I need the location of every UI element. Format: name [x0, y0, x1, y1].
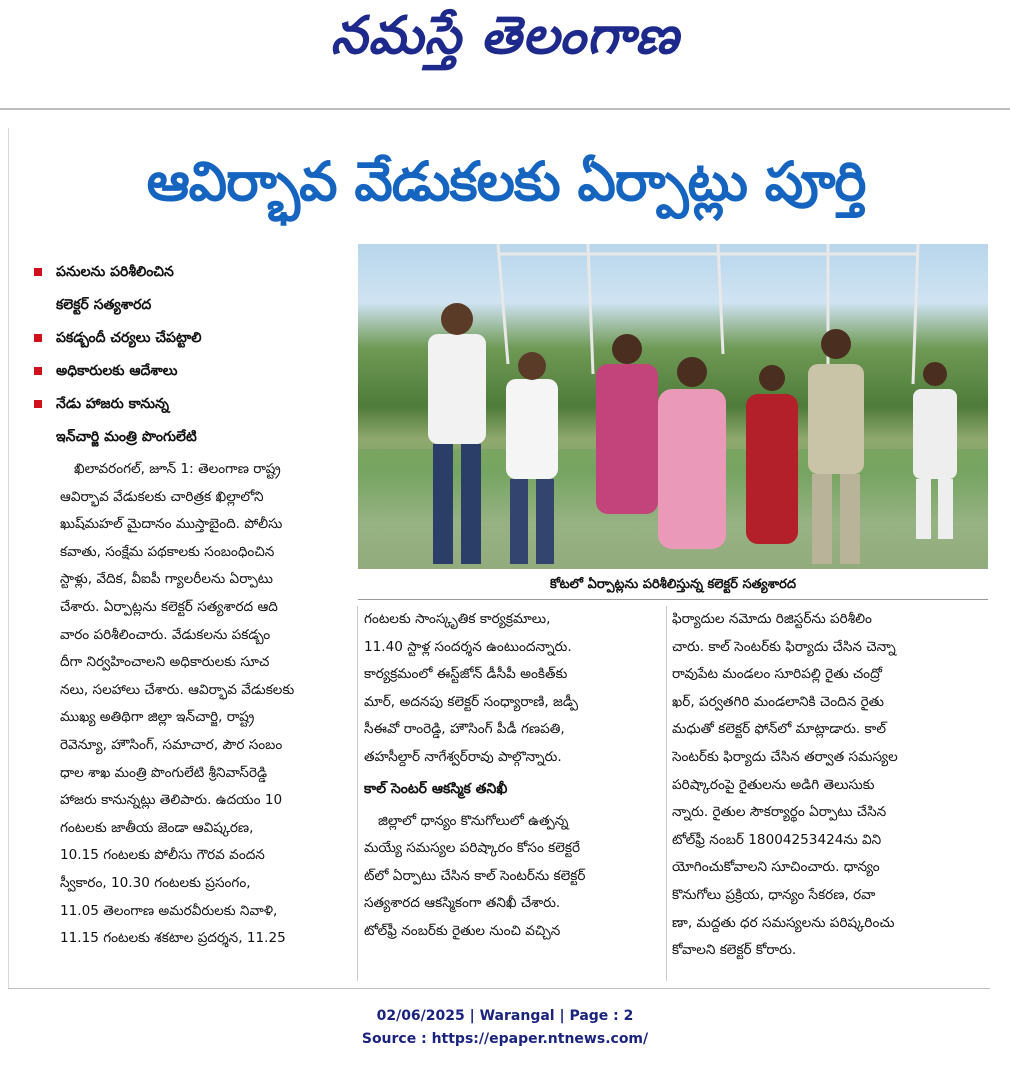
text-line: ఖుష్‌మహల్ మైదానం ముస్తాబైంది. పోలీసు: [60, 516, 283, 533]
column-divider: [357, 606, 358, 981]
text-line: గంటలకు సాంస్కృతిక కార్యక్రమాలు,: [364, 611, 551, 627]
text-line: గంటలకు జాతీయ జెండా ఆవిష్కరణ,: [60, 819, 254, 836]
tent-frame: [498, 244, 918, 384]
column-divider: [666, 606, 667, 981]
text-line: ముఖ్య అతిథిగా జిల్లా ఇన్‌చార్జి, రాష్ట్ర: [60, 709, 255, 726]
text-line: సీఈవో రాంరెడ్డి, హౌసింగ్ పీడీ గణపతి,: [364, 721, 565, 738]
footer-divider: [8, 988, 990, 989]
text-line: చారు. కాల్ సెంటర్‌కు ఫిర్యాదు చేసిన చెన్నా: [672, 638, 896, 655]
page-left-border: [8, 128, 9, 988]
text-line: ఖిలావరంగల్, జూన్ 1: తెలంగాణ రాష్ట్ర: [74, 461, 281, 477]
text-line: వారం పరిశీలించారు. వేడుకలను పకడ్బం: [60, 626, 271, 643]
text-line: ఖర్, పర్వతగిరి మండలానికి చెందిన రైతు: [672, 693, 884, 710]
text-line: స్వీకారం, 10.30 గంటలకు ప్రసంగం,: [60, 874, 251, 891]
text-line: కార్యక్రమంలో ఈస్ట్‌జోన్ డీసీపీ అంకిత్‌కు: [364, 666, 568, 683]
article-photo: [358, 244, 988, 569]
red-square-bullet-icon: [34, 268, 42, 276]
highlight-item: నేడు హాజరు కానున్న: [28, 388, 348, 421]
text-line: మార్, అదనపు కలెక్టర్ సంధ్యారాణి, జడ్పీ: [364, 693, 579, 710]
text-line: మయ్యే సమస్యల పరిష్కారం కోసం కలెక్టరే: [364, 840, 581, 857]
text-line: హాజరు కానున్నట్లు తెలిపారు. ఉదయం 10: [60, 792, 283, 809]
text-line: కవాతు, సంక్షేమ పథకాలకు సంబంధించిన: [60, 543, 275, 560]
highlight-item-continuation: కలెక్టర్ సత్యశారద: [56, 297, 152, 313]
text-line: నలు, సలహాలు చేశారు. ఆవిర్భావ వేడుకలకు: [60, 681, 295, 698]
red-square-bullet-icon: [34, 400, 42, 408]
highlight-item: పకడ్బందీ చర్యలు చేపట్టాలి: [28, 322, 348, 355]
source-link[interactable]: Source : https://epaper.ntnews.com/: [361, 1031, 649, 1047]
text-line: ధాల శాఖ మంత్రి పొంగులేటి శ్రీనివాస్‌రెడ్డి: [60, 764, 268, 781]
text-line: తహసీల్దార్ నాగేశ్వర్‌రావు పాల్గొన్నారు.: [364, 748, 562, 765]
text-line: స్టాళ్లు, వేదిక, వీఐపీ గ్యాలరీలను ఏర్పాటు: [60, 571, 273, 588]
text-line: యోగించుకోవాలని సూచించారు. ధాన్యం: [672, 859, 880, 876]
text-line: 11.15 గంటలకు శకటాల ప్రదర్శన, 11.25: [60, 930, 286, 947]
article-highlights: [28, 256, 348, 454]
photo-caption: కోటలో ఏర్పాట్లను పరిశీలిస్తున్న కలెక్టర్ సత్యశారద: [358, 570, 988, 600]
text-line: ఆవిర్భావ వేడుకలకు చారిత్రక ఖిల్లాలోని: [60, 488, 264, 505]
text-line: చేశారు. ఏర్పాట్లను కలెక్టర్ సత్యశారద ఆది: [60, 598, 278, 615]
text-line: 11.40 స్టాళ్ల సందర్శన ఉంటుందన్నారు.: [364, 638, 572, 655]
text-line: కొనుగోలు ప్రక్రియ, ధాన్యం సేకరణ, రవా: [672, 886, 876, 903]
highlight-item-continuation: ఇన్‌చార్జి మంత్రి పొంగులేటి: [56, 429, 197, 445]
text-line: ణా, మద్దతు ధర సమస్యలను పరిష్కరించు: [672, 914, 895, 931]
highlight-item: పనులను పరిశీలించిన: [28, 256, 348, 289]
text-line: ఫిర్యాదుల నమోదు రిజిస్టర్‌ను పరిశీలిం: [672, 611, 872, 627]
text-line: రావుపేట మండలం సూరిపల్లి రైతు చంద్రో: [672, 666, 882, 683]
text-line: టోల్‌ఫ్రీ నంబర్‌కు రైతుల నుంచి వచ్చిన: [364, 922, 561, 939]
article-headline: ఆవిర్భావ వేడుకలకు ఏర్పాట్లు పూర్తి: [146, 150, 866, 213]
text-line: రెవెన్యూ, హౌసింగ్, సమాచార, పౌర సంబం: [60, 736, 283, 753]
text-line: పరిష్కారంపై రైతులను అడిగి తెలుసుకు: [672, 776, 875, 793]
article-photo-illustration: [358, 244, 988, 569]
edition-info: 02/06/2025 | Warangal | Page : 2: [376, 1008, 634, 1024]
text-line: మధుతో కలెక్టర్ ఫోన్‌లో మాట్లాడారు. కాల్: [672, 721, 886, 738]
article-column-2: [364, 606, 659, 946]
text-line: సెంటర్‌కు ఫిర్యాదు చేసిన తర్వాత సమస్యల: [672, 748, 898, 765]
article-column-3: [672, 606, 990, 965]
article-column-1: [60, 456, 350, 953]
text-line: న్నారు. రైతుల సౌకర్యార్థం ఏర్పాటు చేసిన: [672, 804, 887, 821]
section-subheading: కాల్ సెంటర్ ఆకస్మిక తనిఖీ: [364, 780, 508, 797]
text-line: టోల్‌ఫ్రీ నంబర్ 18004253424ను విని: [672, 831, 882, 848]
red-square-bullet-icon: [34, 334, 42, 342]
highlight-item: అధికారులకు ఆదేశాలు: [28, 355, 348, 388]
text-line: ట్‌లో ఏర్పాటు చేసిన కాల్ సెంటర్‌ను కలెక్టర్: [364, 867, 586, 884]
masthead-divider: [0, 108, 1010, 110]
text-line: 11.05 తెలంగాణ అమరవీరులకు నివాళి,: [60, 902, 278, 919]
red-square-bullet-icon: [34, 367, 42, 375]
text-line: జిల్లాలో ధాన్యం కొనుగోలులో ఉత్పన్న: [378, 812, 569, 829]
masthead: [0, 0, 1010, 108]
masthead-logo: నమస్తే తెలంగాణ: [330, 6, 680, 66]
text-line: సత్యశారద ఆకస్మికంగా తనిఖీ చేశారు.: [364, 895, 561, 912]
text-line: దీగా నిర్వహించాలని అధికారులకు సూచ: [60, 654, 270, 671]
text-line: 10.15 గంటలకు పోలీసు గౌరవ వందన: [60, 847, 265, 864]
text-line: కోవాలని కలెక్టర్ కోరారు.: [672, 942, 797, 959]
